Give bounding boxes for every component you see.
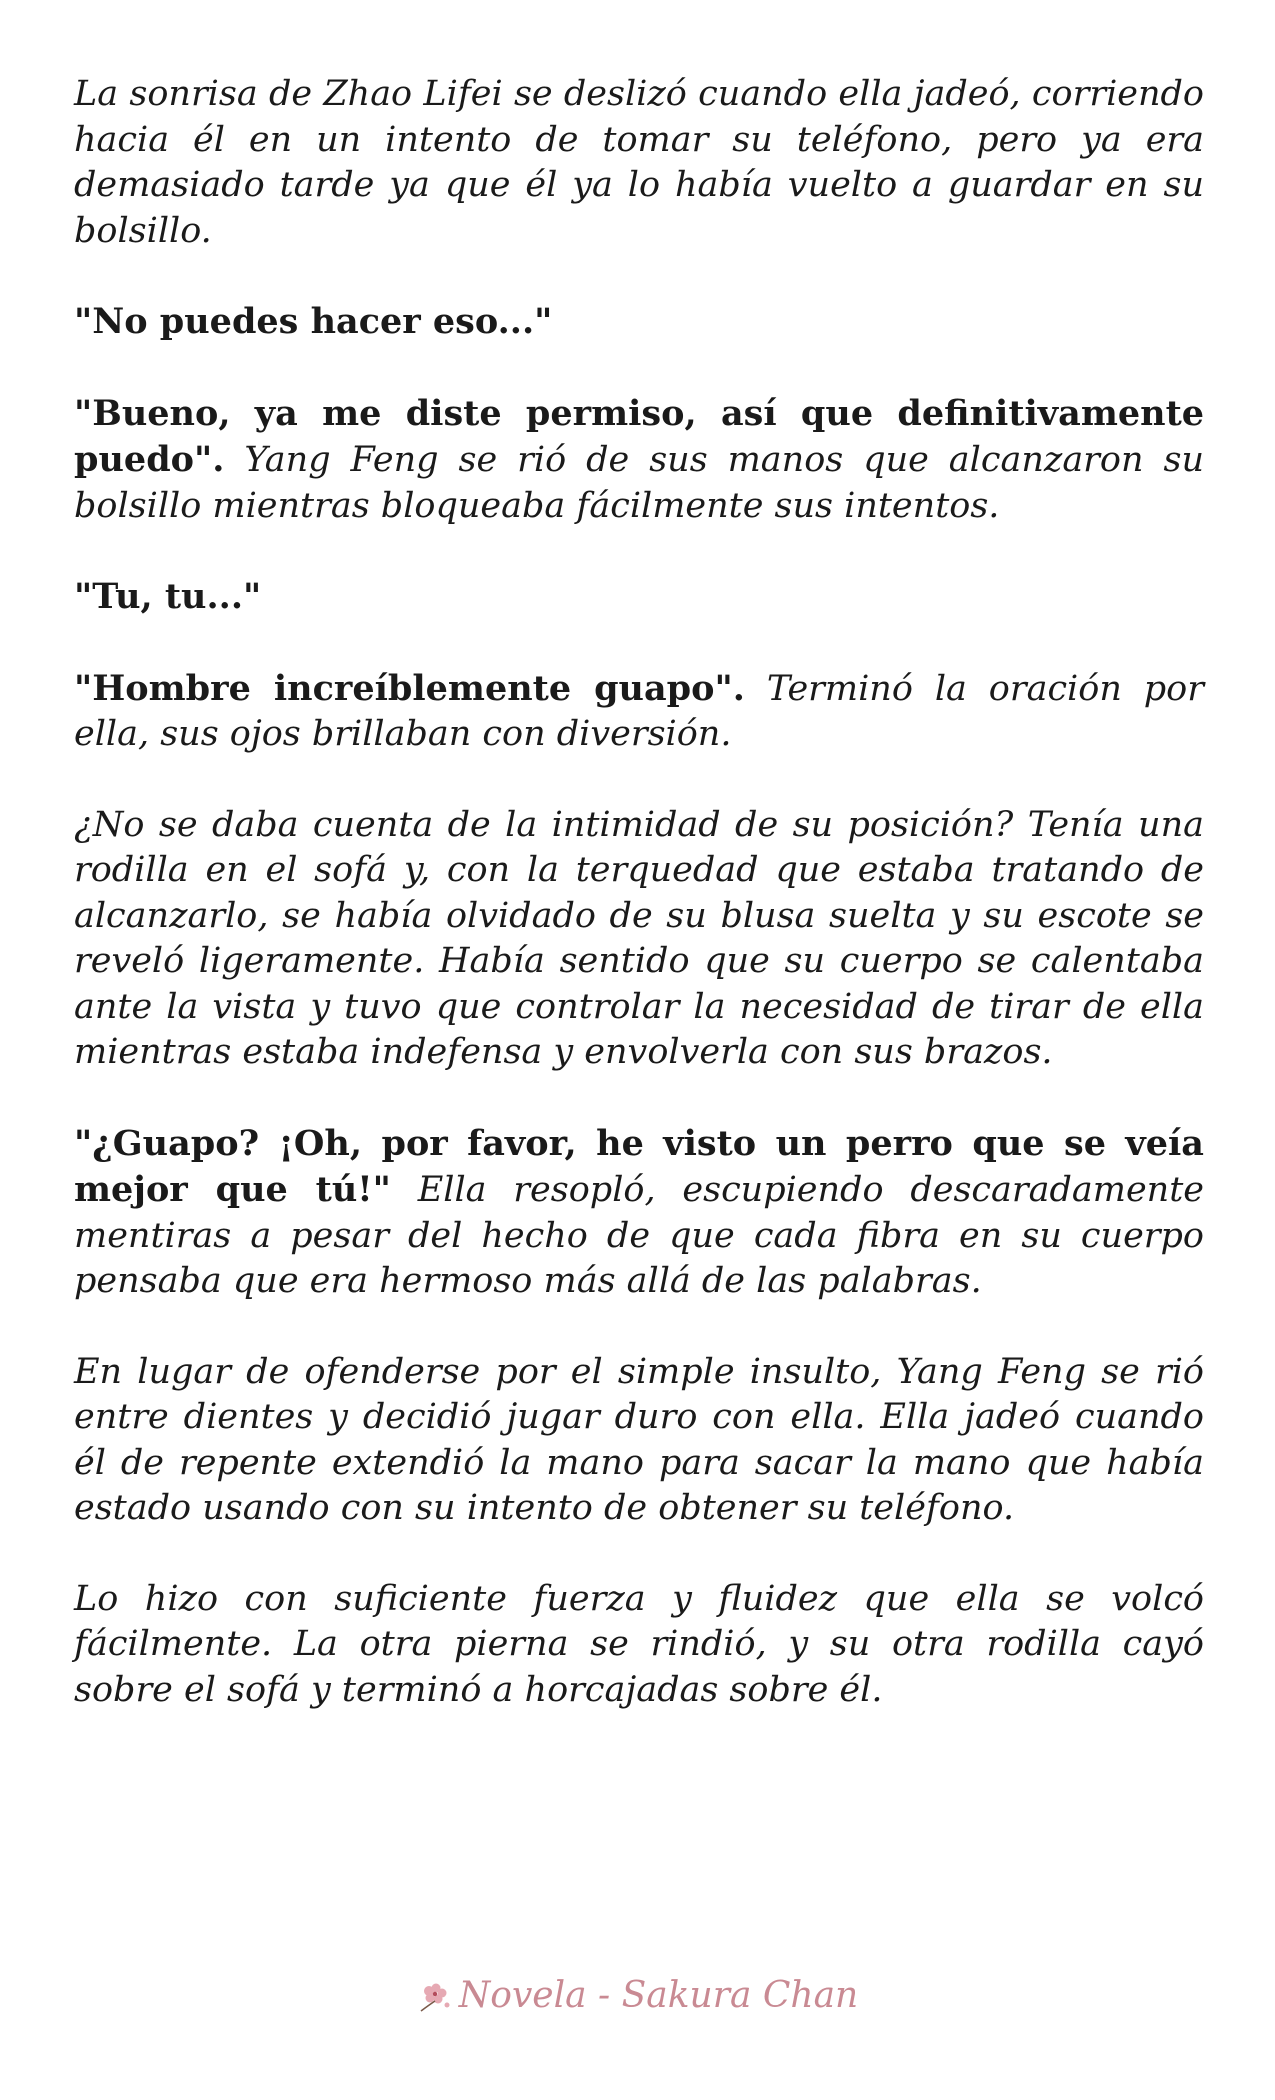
dialogue: "No puedes hacer eso..."	[74, 301, 553, 342]
narration: Ella resopló, escupiendo descaradamente mentiras a pesar del hecho de que cada fibra en su cuerpo pensaba que era hermoso más allá de las palabras.	[74, 1170, 1204, 1301]
watermark-footer	[0, 1975, 1275, 2016]
watermark-text: Novela - Sakura Chan	[458, 1975, 859, 2016]
paragraph-5	[74, 666, 1204, 758]
paragraph-2	[74, 299, 1204, 346]
chapter-text	[74, 72, 1204, 1758]
paragraph-8: En lugar de ofenderse por el simple insulto, Yang Feng se rió entre dientes y decidió jugar duro con ella. Ella jadeó cuando él de repente extendió la mano para sacar la mano que había estado usando con su intento de obtener su teléfono.	[74, 1351, 1204, 1528]
narration: Terminó la oración por ella, sus ojos brillaban con diversión.	[74, 668, 1204, 754]
paragraph-1: La sonrisa de Zhao Lifei se deslizó cuando ella jadeó, corriendo hacia él en un intento de tomar su teléfono, pero ya era demasiado tarde ya que él ya lo había vuelto a guardar en su bolsillo.	[74, 74, 1204, 251]
dialogue: "Bueno, ya me diste permiso, así que definitivamente puedo".	[74, 392, 1204, 480]
sakura-flower-icon	[417, 1981, 455, 2015]
dialogue: "¿Guapo? ¡Oh, por favor, he visto un perro que se veía mejor que tú!"	[74, 1122, 1204, 1210]
paragraph-7	[74, 1121, 1204, 1305]
paragraph-6: ¿No se daba cuenta de la intimidad de su posición? Tenía una rodilla en el sofá y, con la terquedad que estaba tratando de alcanzarlo, se había olvidado de su blusa suelta y su escote se reveló ligeramente. Había sentido que su cuerpo se calentaba ante la vista y tuvo que controlar la necesidad de tirar de ella mientras estaba indefensa y envolverla con sus brazos.	[74, 804, 1204, 1072]
narration: Yang Feng se rió de sus manos que alcanzaron su bolsillo mientras bloqueaba fácilmente sus intentos.	[74, 440, 1204, 526]
paragraph-3	[74, 391, 1204, 530]
dialogue: "Hombre increíblemente guapo".	[74, 667, 745, 709]
dialogue: "Tu, tu..."	[74, 576, 262, 617]
paragraph-4	[74, 574, 1204, 621]
paragraph-9: Lo hizo con suficiente fuerza y fluidez que ella se volcó fácilmente. La otra pierna se rindió, y su otra rodilla cayó sobre el sofá y terminó a horcajadas sobre él.	[74, 1578, 1204, 1710]
